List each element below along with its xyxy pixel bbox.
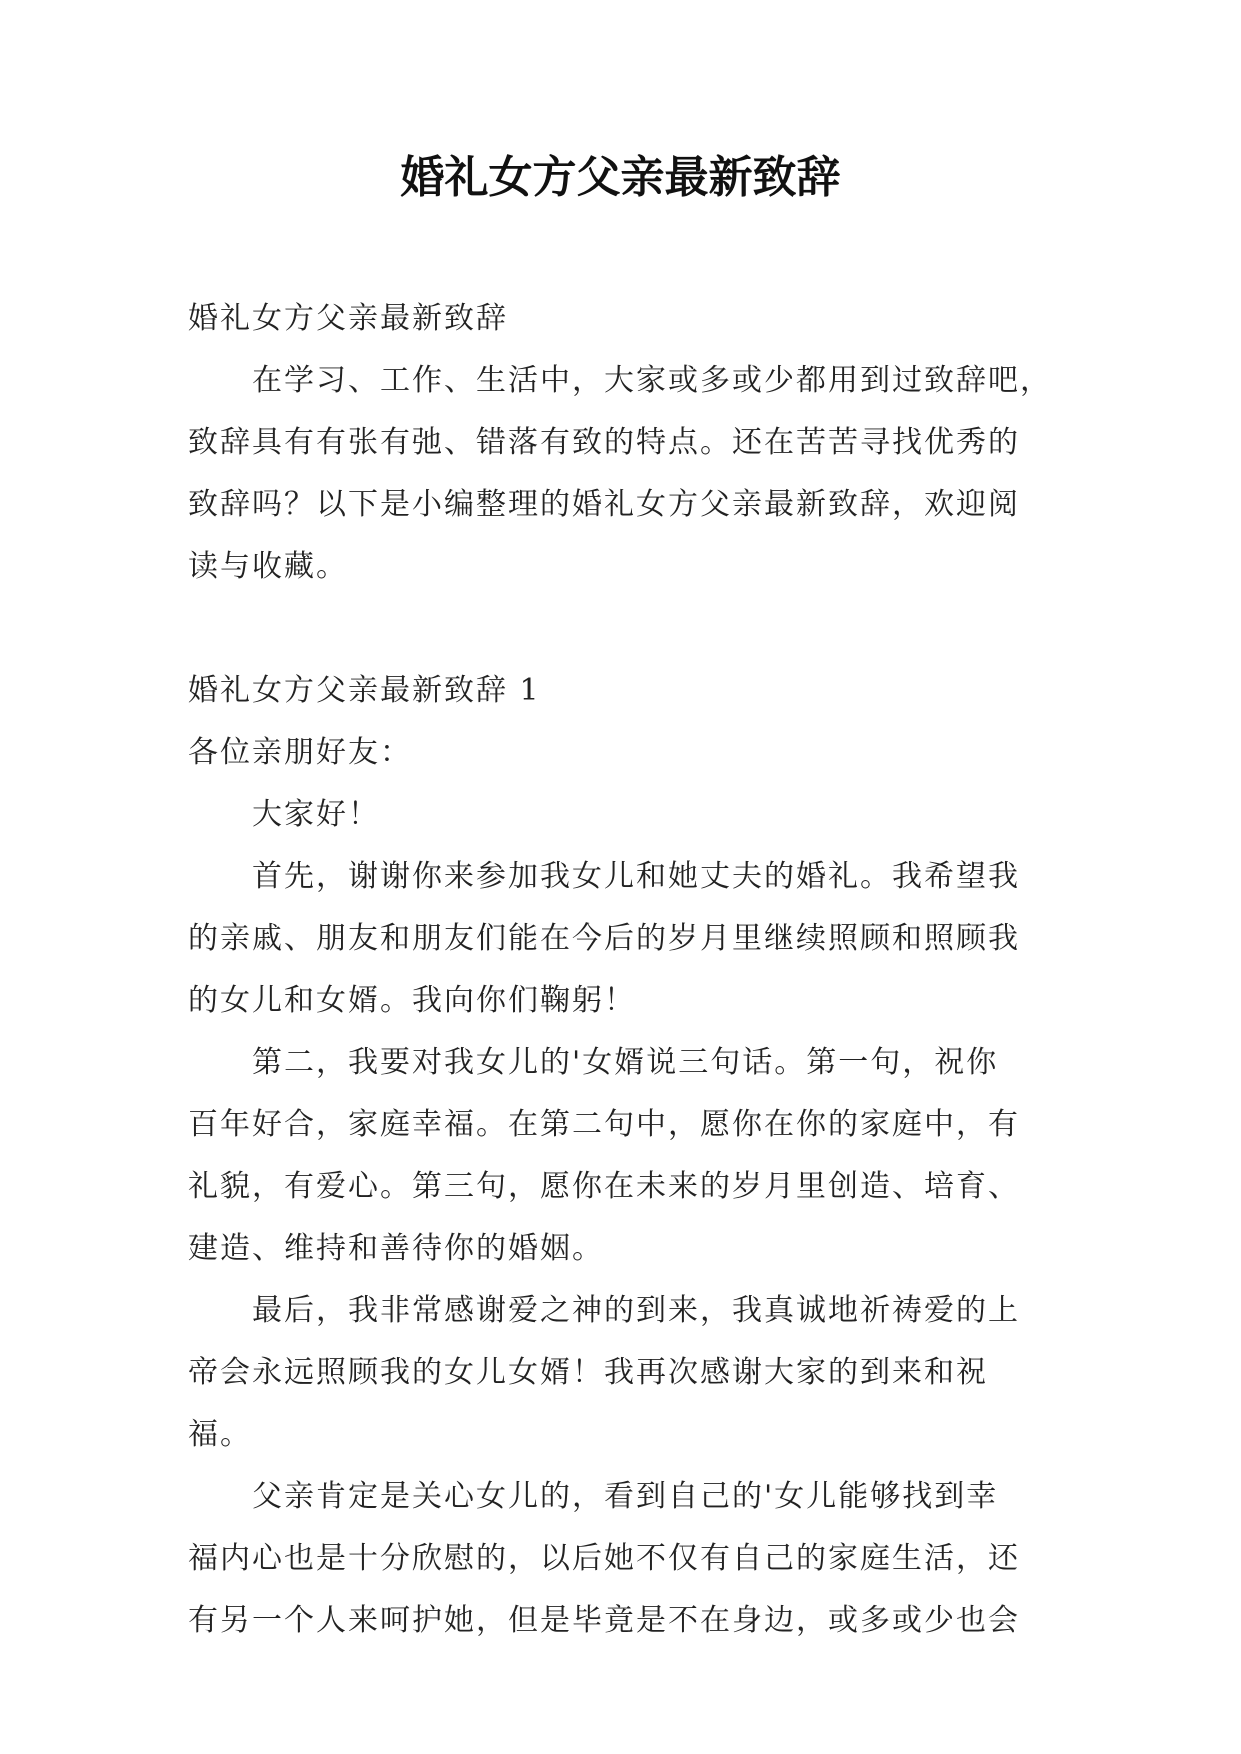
body-line: 有另一个人来呵护她，但是毕竟是不在身边，或多或少也会	[188, 1603, 1020, 1638]
intro-line: 致辞吗？以下是小编整理的婚礼女方父亲最新致辞，欢迎阅	[188, 487, 1020, 522]
document-body	[188, 288, 1058, 1652]
body-line: 福内心也是十分欣慰的，以后她不仅有自己的家庭生活，还	[188, 1541, 1020, 1576]
body-line: 最后，我非常感谢爱之神的到来，我真诚地祈祷爱的上	[188, 1293, 1020, 1328]
section-heading: 婚礼女方父亲最新致辞 1	[188, 673, 541, 708]
body-line: 帝会永远照顾我的女儿女婿！我再次感谢大家的到来和祝	[188, 1355, 988, 1390]
body-line: 福。	[188, 1417, 252, 1452]
document-subtitle: 婚礼女方父亲最新致辞	[188, 301, 508, 336]
page-title: 婚礼女方父亲最新致辞	[400, 152, 841, 203]
body-line: 礼貌，有爱心。第三句，愿你在未来的岁月里创造、培育、	[188, 1169, 1020, 1204]
body-line: 百年好合，家庭幸福。在第二句中，愿你在你的家庭中，有	[188, 1107, 1020, 1142]
intro-line: 在学习、工作、生活中，大家或多或少都用到过致辞吧，	[188, 363, 1052, 398]
salutation: 各位亲朋好友：	[188, 735, 412, 770]
body-line: 首先，谢谢你来参加我女儿和她丈夫的婚礼。我希望我	[188, 859, 1020, 894]
greeting: 大家好！	[188, 797, 380, 832]
body-line: 的女儿和女婿。我向你们鞠躬！	[188, 983, 636, 1018]
intro-line: 读与收藏。	[188, 549, 348, 584]
intro-line: 致辞具有有张有弛、错落有致的特点。还在苦苦寻找优秀的	[188, 425, 1020, 460]
body-line: 父亲肯定是关心女儿的，看到自己的'女儿能够找到幸	[188, 1479, 999, 1514]
paragraph-gap	[188, 598, 1058, 660]
body-line: 第二，我要对我女儿的'女婿说三句话。第一句，祝你	[188, 1045, 999, 1080]
body-line: 的亲戚、朋友和朋友们能在今后的岁月里继续照顾和照顾我	[188, 921, 1020, 956]
body-line: 建造、维持和善待你的婚姻。	[188, 1231, 604, 1266]
